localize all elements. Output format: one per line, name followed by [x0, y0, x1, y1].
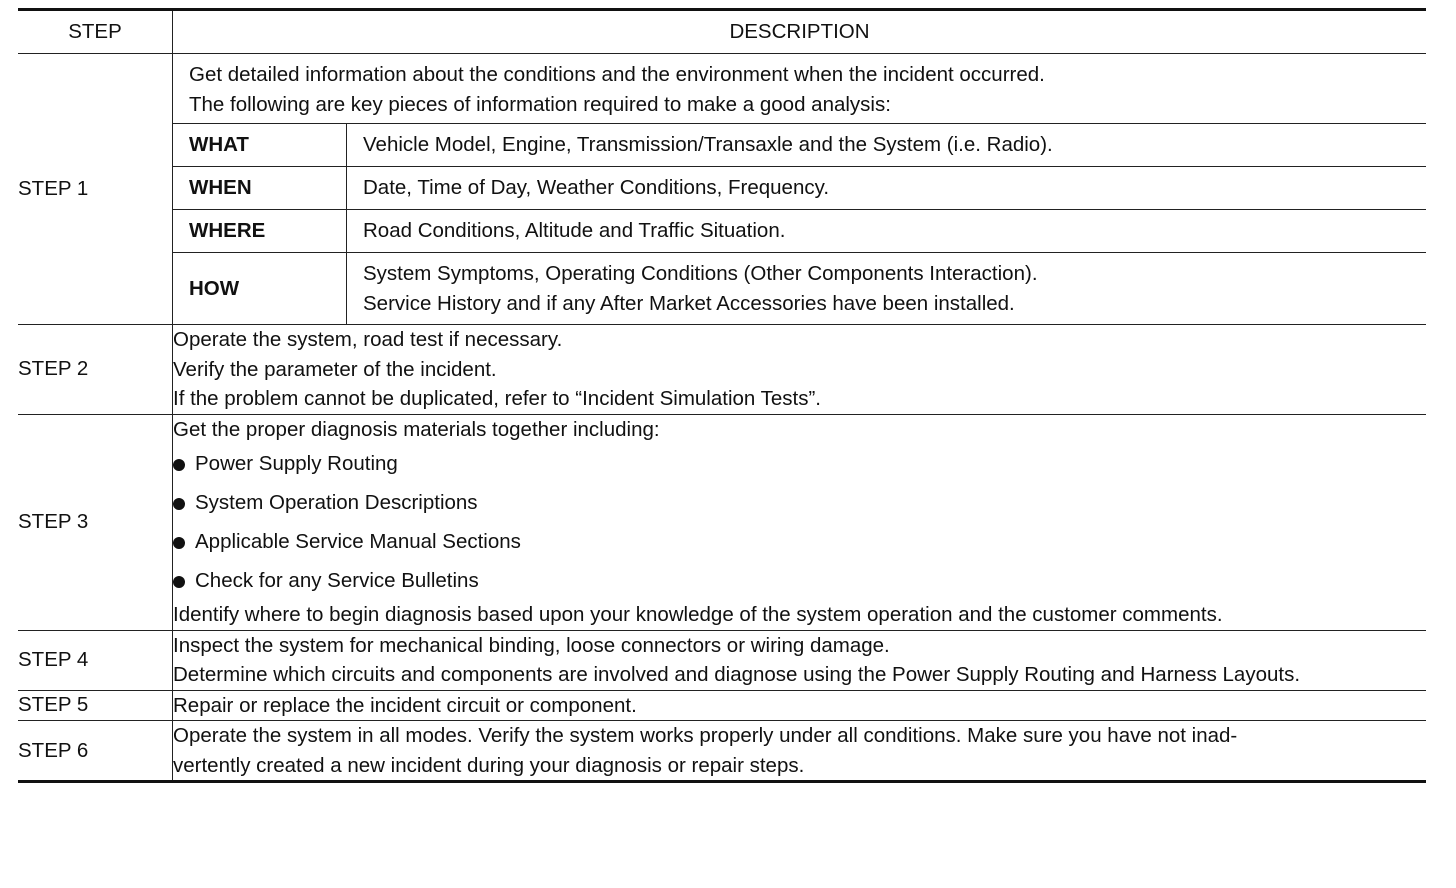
step-1-intro-line: Get detailed information about the conditions and the environment when the incident occurred.: [189, 63, 1045, 86]
key-info-value: Vehicle Model, Engine, Transmission/Transaxle and the System (i.e. Radio).: [347, 124, 1427, 167]
step-1-intro-line: The following are key pieces of information required to make a good analysis:: [189, 92, 891, 116]
step-1-intro: [173, 54, 1426, 123]
diagnosis-steps-document: [18, 8, 1426, 783]
table-header-row: [18, 10, 1426, 54]
step-6-description: [173, 721, 1427, 782]
step-2-description: [173, 325, 1427, 415]
description-line: Operate the system in all modes. Verify the system works properly under all conditions. Make sure you have not inad-: [173, 724, 1238, 747]
bullet-text: Applicable Service Manual Sections: [195, 530, 521, 553]
diagnosis-steps-table: [18, 8, 1426, 783]
step-1-description: [173, 54, 1427, 325]
step-1-key-info-table: [173, 123, 1426, 324]
description-line: Repair or replace the incident circuit or component.: [173, 693, 637, 717]
key-info-value: [347, 253, 1427, 325]
bullet-dot-icon: [173, 459, 185, 471]
key-info-value-line: Service History and if any After Market Accessories have been installed.: [363, 291, 1015, 315]
bullet-item: [173, 522, 1426, 561]
key-info-value-line: System Symptoms, Operating Conditions (Other Components Interaction).: [363, 262, 1038, 285]
table-row-step-3: [18, 414, 1426, 630]
key-info-row-where: [173, 210, 1426, 253]
table-row-step-2: [18, 325, 1426, 415]
bullet-item: [173, 483, 1426, 522]
key-info-key: HOW: [173, 253, 347, 325]
step-6-label: STEP 6: [18, 721, 173, 782]
bullet-item: [173, 444, 1426, 483]
key-info-row-what: [173, 124, 1426, 167]
table-row-step-4: [18, 630, 1426, 690]
table-row-step-6: [18, 721, 1426, 782]
step-4-label: STEP 4: [18, 630, 173, 690]
table-row-step-5: [18, 690, 1426, 721]
step-2-label: STEP 2: [18, 325, 173, 415]
key-info-row-when: [173, 167, 1426, 210]
table-row-step-1: [18, 54, 1426, 325]
description-line: Get the proper diagnosis materials together including:: [173, 417, 660, 441]
description-line: vertently created a new incident during your diagnosis or repair steps.: [173, 753, 805, 777]
step-1-label: STEP 1: [18, 54, 173, 325]
bullet-dot-icon: [173, 537, 185, 549]
step-3-description: [173, 414, 1427, 630]
bullet-text: Power Supply Routing: [195, 452, 398, 475]
description-line: If the problem cannot be duplicated, refer to “Incident Simulation Tests”.: [173, 387, 822, 410]
bullet-text: Check for any Service Bulletins: [195, 569, 479, 592]
header-description: DESCRIPTION: [173, 10, 1427, 54]
description-line: Operate the system, road test if necessary.: [173, 328, 563, 351]
bullet-text: System Operation Descriptions: [195, 491, 478, 514]
bullet-dot-icon: [173, 576, 185, 588]
step-4-description: [173, 630, 1427, 690]
key-info-row-how: [173, 253, 1426, 325]
bullet-item: [173, 561, 1426, 600]
key-info-value: Date, Time of Day, Weather Conditions, Frequency.: [347, 167, 1427, 210]
key-info-key: WHEN: [173, 167, 347, 210]
description-line: Inspect the system for mechanical binding, loose connectors or wiring damage.: [173, 633, 890, 657]
bullet-dot-icon: [173, 498, 185, 510]
description-line: Verify the parameter of the incident.: [173, 357, 497, 381]
step-5-label: STEP 5: [18, 690, 173, 721]
step-3-label: STEP 3: [18, 414, 173, 630]
header-step: STEP: [18, 10, 173, 54]
key-info-value: Road Conditions, Altitude and Traffic Situation.: [347, 210, 1427, 253]
description-line: Identify where to begin diagnosis based upon your knowledge of the system operation and the customer comments.: [173, 603, 1223, 626]
key-info-key: WHERE: [173, 210, 347, 253]
step-5-description: [173, 690, 1427, 721]
description-line: Determine which circuits and components are involved and diagnose using the Power Supply Routing and Harness Layouts.: [173, 663, 1301, 686]
key-info-key: WHAT: [173, 124, 347, 167]
